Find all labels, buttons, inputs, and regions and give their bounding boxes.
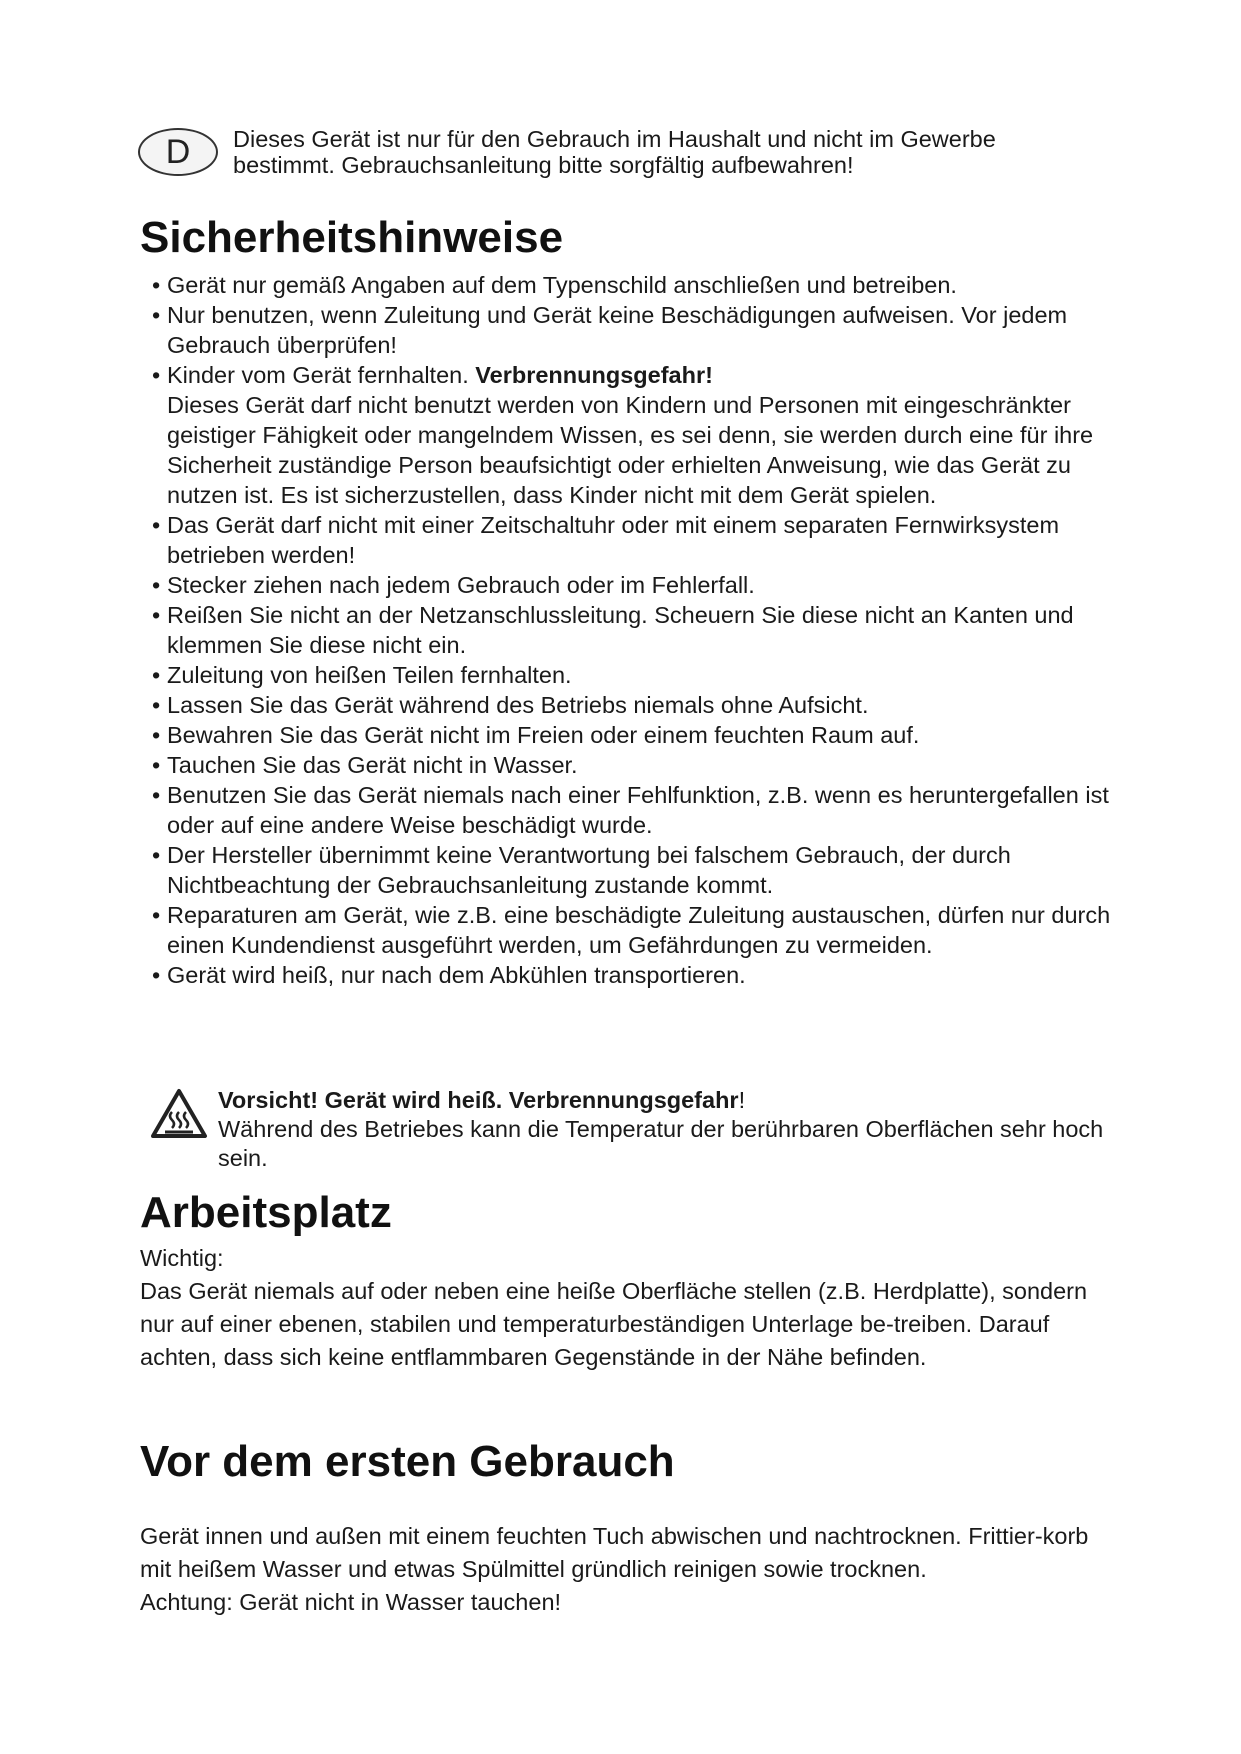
caution-heading: Vorsicht! Gerät wird heiß. Verbrennungsgefahr	[218, 1087, 739, 1113]
safety-item: • Zuleitung von heißen Teilen fernhalten.	[152, 660, 1112, 690]
safety-item: • Stecker ziehen nach jedem Gebrauch oder im Fehlerfall.	[152, 570, 1112, 600]
workplace-text: Das Gerät niemals auf oder neben eine heiße Oberfläche stellen (z.B. Herdplatte), sondern nur auf einer ebenen, stabilen und temperaturbeständigen Unterlage be-treiben. Darauf achten, dass sich keine entflammbaren Gegenstände in der Nähe befinden.	[140, 1278, 1088, 1370]
caution-description: Während des Betriebes kann die Temperatur der berührbaren Oberflächen sehr hoch sein.	[218, 1116, 1104, 1171]
safety-item: • Nur benutzen, wenn Zuleitung und Gerät keine Beschädigungen aufweisen. Vor jedem Gebrauch überprüfen!	[152, 300, 1112, 360]
safety-item: • Tauchen Sie das Gerät nicht in Wasser.	[152, 750, 1112, 780]
safety-item: • Bewahren Sie das Gerät nicht im Freien oder einem feuchten Raum auf.	[152, 720, 1112, 750]
safety-item: • Kinder vom Gerät fernhalten. Verbrennungsgefahr! Dieses Gerät darf nicht benutzt werden von Kindern und Personen mit eingeschränkter geistiger Fähigkeit oder mangelndem Wissen, es sei denn, sie werden durch eine für ihre Sicherheit zuständige Person beaufsichtigt oder erhielten Anweisung, wie das Gerät zu nutzen ist. Es ist sicherzustellen, dass Kinder nicht mit dem Gerät spielen.	[152, 360, 1112, 510]
safety-item: • Das Gerät darf nicht mit einer Zeitschaltuhr oder mit einem separaten Fernwirksystem betrieben werden!	[152, 510, 1112, 570]
intro-line-2: bestimmt. Gebrauchsanleitung bitte sorgfältig aufbewahren!	[233, 152, 854, 178]
intro-notice	[233, 126, 1133, 178]
safety-item: • Lassen Sie das Gerät während des Betriebs niemals ohne Aufsicht.	[152, 690, 1112, 720]
first-use-text: Gerät innen und außen mit einem feuchten Tuch abwischen und nachtrocknen. Frittier-korb mit heißem Wasser und etwas Spülmittel gründlich reinigen sowie trocknen.	[140, 1523, 1089, 1582]
language-badge-letter: D	[165, 133, 191, 171]
intro-line-1: Dieses Gerät ist nur für den Gebrauch im Haushalt und nicht im Gewerbe	[233, 126, 996, 152]
hot-surface-warning-icon	[150, 1088, 208, 1140]
safety-item: • Benutzen Sie das Gerät niemals nach einer Fehlfunktion, z.B. wenn es heruntergefallen ist oder auf eine andere Weise beschädigt wurde.	[152, 780, 1112, 840]
safety-item: • Reparaturen am Gerät, wie z.B. eine beschädigte Zuleitung austauschen, dürfen nur durch einen Kundendienst ausgeführt werden, um Gefährdungen zu vermeiden.	[152, 900, 1112, 960]
burn-warning: Verbrennungsgefahr!	[475, 362, 713, 388]
safety-list	[152, 270, 1112, 990]
safety-item: • Reißen Sie nicht an der Netzanschlussleitung. Scheuern Sie diese nicht an Kanten und klemmen Sie diese nicht ein.	[152, 600, 1112, 660]
first-use-heading: Vor dem ersten Gebrauch	[140, 1437, 675, 1486]
safety-item: • Gerät wird heiß, nur nach dem Abkühlen transportieren.	[152, 960, 1112, 990]
safety-item: • Gerät nur gemäß Angaben auf dem Typenschild anschließen und betreiben.	[152, 270, 1112, 300]
workplace-section	[140, 1242, 1100, 1374]
caution-text: Vorsicht! Gerät wird heiß. Verbrennungsgefahr! Während des Betriebes kann die Temperatur der berührbaren Oberflächen sehr hoch sein.	[218, 1086, 1118, 1173]
workplace-label: Wichtig:	[140, 1245, 224, 1271]
first-use-warning: Achtung: Gerät nicht in Wasser tauchen!	[140, 1589, 562, 1615]
workplace-heading: Arbeitsplatz	[140, 1188, 392, 1237]
first-use-section	[140, 1520, 1100, 1619]
safety-heading: Sicherheitshinweise	[140, 213, 564, 262]
children-notice: Dieses Gerät darf nicht benutzt werden von Kindern und Personen mit eingeschränkter geistiger Fähigkeit oder mangelndem Wissen, es sei denn, sie werden durch eine für ihre Sicherheit zuständige Person beaufsichtigt oder erhielten Anweisung, wie das Gerät zu nutzen ist. Es ist sicherzustellen, dass Kinder nicht mit dem Gerät spielen.	[167, 392, 1094, 508]
language-badge	[138, 128, 218, 176]
safety-item: • Der Hersteller übernimmt keine Verantwortung bei falschem Gebrauch, der durch Nichtbeachtung der Gebrauchsanleitung zustande kommt.	[152, 840, 1112, 900]
